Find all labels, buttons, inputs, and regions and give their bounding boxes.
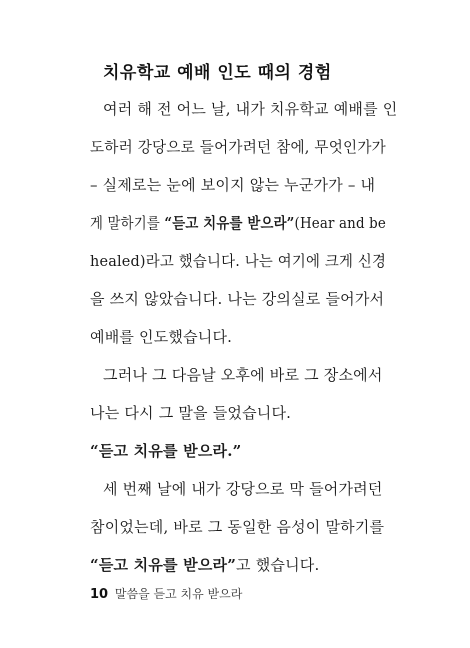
text-segment: 고 했습니다. — [236, 556, 320, 574]
text-line — [103, 102, 399, 117]
text-line — [103, 482, 399, 497]
text-line — [90, 252, 387, 270]
text-segment: 나는 다시 그 말을 들었습니다. — [90, 404, 292, 422]
text-line — [90, 138, 386, 156]
text-line — [90, 406, 386, 421]
text-line — [103, 368, 399, 383]
text-segment: – 실제로는 눈에 보이지 않는 누군가가 – 내 — [90, 176, 376, 194]
page-footer — [90, 585, 242, 602]
text-line — [90, 558, 386, 573]
text-segment: 을 쓰지 않았습니다. 나는 강의실로 들어가서 — [90, 290, 385, 308]
text-segment: 여러 해 전 어느 날, 내가 치유학교 예배를 인 — [103, 100, 398, 118]
text-segment: 게 말하기를 — [90, 214, 165, 232]
text-segment: (Hear and be — [294, 214, 386, 232]
text-line — [90, 520, 386, 535]
text-segment: 참이었는데, 바로 그 동일한 음성이 말하기를 — [90, 518, 385, 536]
emphasized-quote: “듣고 치유를 받으라” — [164, 214, 295, 232]
page-number: 10 — [90, 587, 109, 602]
running-title: 말씀을 듣고 치유 받으라 — [114, 587, 243, 601]
text-line — [90, 178, 386, 193]
section-heading: 치유학교 예배 인도 때의 경험 — [103, 63, 332, 83]
text-line — [90, 214, 386, 232]
text-line — [90, 292, 386, 307]
emphasized-quote: “듣고 치유를 받으라” — [90, 556, 237, 574]
text-segment: healed)라고 했습니다. 나는 여기에 크게 신경 — [90, 252, 387, 270]
text-segment: 도하러 강당으로 들어가려던 참에, 무엇인가가 — [90, 138, 386, 156]
text-line — [90, 444, 386, 459]
text-segment: 세 번째 날에 내가 강당으로 막 들어가려던 — [103, 480, 383, 498]
text-segment: 예배를 인도했습니다. — [90, 328, 233, 346]
text-segment: 그러나 그 다음날 오후에 바로 그 장소에서 — [103, 366, 383, 384]
emphasized-quote: “듣고 치유를 받으라.” — [90, 442, 242, 460]
text-line — [90, 330, 386, 345]
